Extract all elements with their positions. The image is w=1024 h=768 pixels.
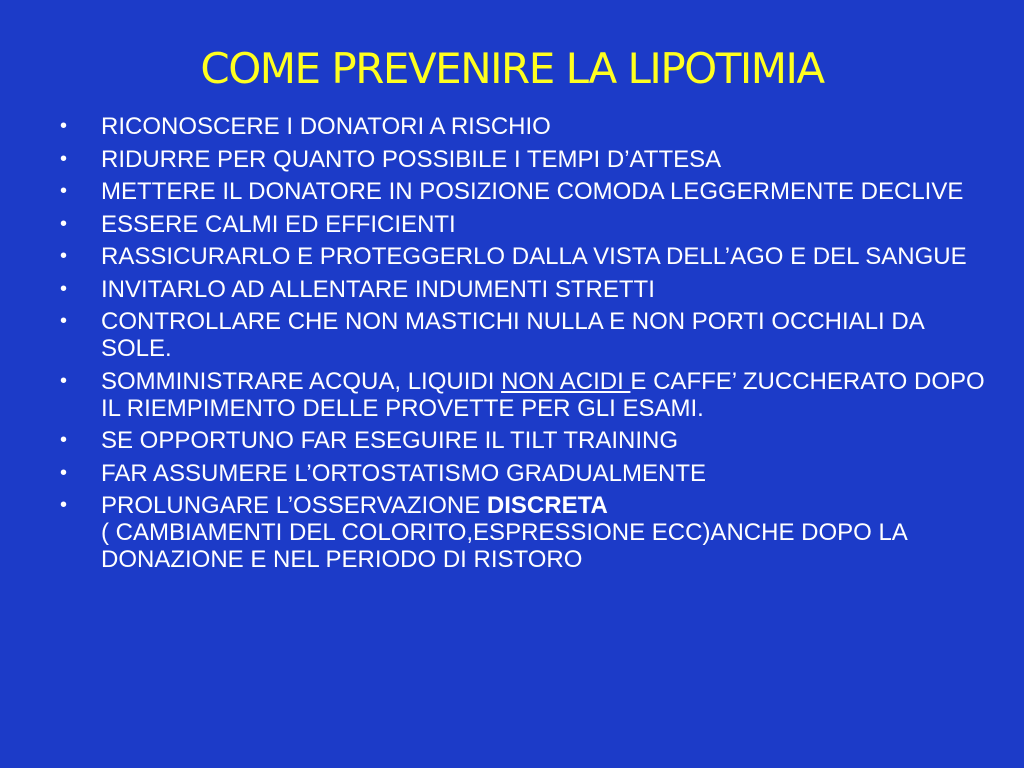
list-item-text: METTERE IL DONATORE IN POSIZIONE COMODA LEGGERMENTE DECLIVE <box>101 178 964 205</box>
list-item-text: SE OPPORTUNO FAR ESEGUIRE IL TILT TRAINING <box>101 427 679 454</box>
list-item <box>56 276 986 303</box>
list-item <box>56 178 986 205</box>
list-item-text-before: SOMMINISTRARE ACQUA, LIQUIDI <box>101 367 502 395</box>
list-item <box>56 460 986 487</box>
list-item <box>56 308 986 362</box>
list-item-text: RICONOSCERE I DONATORI A RISCHIO <box>101 113 551 140</box>
list-item-text: RIDURRE PER QUANTO POSSIBILE I TEMPI D’ATTESA <box>101 145 722 173</box>
list-item-text: INVITARLO AD ALLENTARE INDUMENTI STRETTI <box>101 275 655 303</box>
list-item <box>56 492 986 573</box>
bullet-icon: • <box>60 245 68 267</box>
list-item-text: FAR ASSUMERE L’ORTOSTATISMO GRADUALMENTE <box>101 459 707 487</box>
list-item-text: ESSERE CALMI ED EFFICIENTI <box>101 210 456 238</box>
list-item-text-before: PROLUNGARE L’OSSERVAZIONE <box>101 492 487 519</box>
list-item-text: RASSICURARLO E PROTEGGERLO DALLA VISTA DELL’AGO E DEL SANGUE <box>101 243 967 270</box>
bullet-icon: • <box>60 212 68 235</box>
bullet-list <box>56 113 986 579</box>
list-item <box>56 243 986 270</box>
list-item <box>56 146 986 173</box>
list-item-text-after: E CAFFE’ ZUCCHERATO DOPO IL RIEMPIMENTO DELLE PROVETTE PER GLI ESAMI. <box>101 367 985 422</box>
bullet-icon: • <box>60 147 68 170</box>
slide-title: COME PREVENIRE LA LIPOTIMIA <box>200 44 824 93</box>
list-item <box>56 113 986 140</box>
bullet-icon: • <box>60 369 68 392</box>
list-item <box>56 427 986 454</box>
list-item-text: CONTROLLARE CHE NON MASTICHI NULLA E NON PORTI OCCHIALI DA SOLE. <box>101 308 924 362</box>
bullet-icon: • <box>60 429 68 451</box>
underlined-text: NON ACIDI <box>501 367 631 395</box>
bullet-icon: • <box>60 277 68 300</box>
list-item-text-after: ( CAMBIAMENTI DEL COLORITO,ESPRESSIONE ECC)ANCHE DOPO LA DONAZIONE E NEL PERIODO DI RISTORO <box>101 519 907 573</box>
bullet-icon: • <box>60 310 68 332</box>
bullet-icon: • <box>60 461 68 484</box>
bold-text: DISCRETA <box>486 492 608 519</box>
list-item <box>56 211 986 238</box>
bullet-icon: • <box>60 115 68 137</box>
bullet-icon: • <box>60 494 68 516</box>
list-item <box>56 368 986 422</box>
bullet-icon: • <box>60 180 68 202</box>
